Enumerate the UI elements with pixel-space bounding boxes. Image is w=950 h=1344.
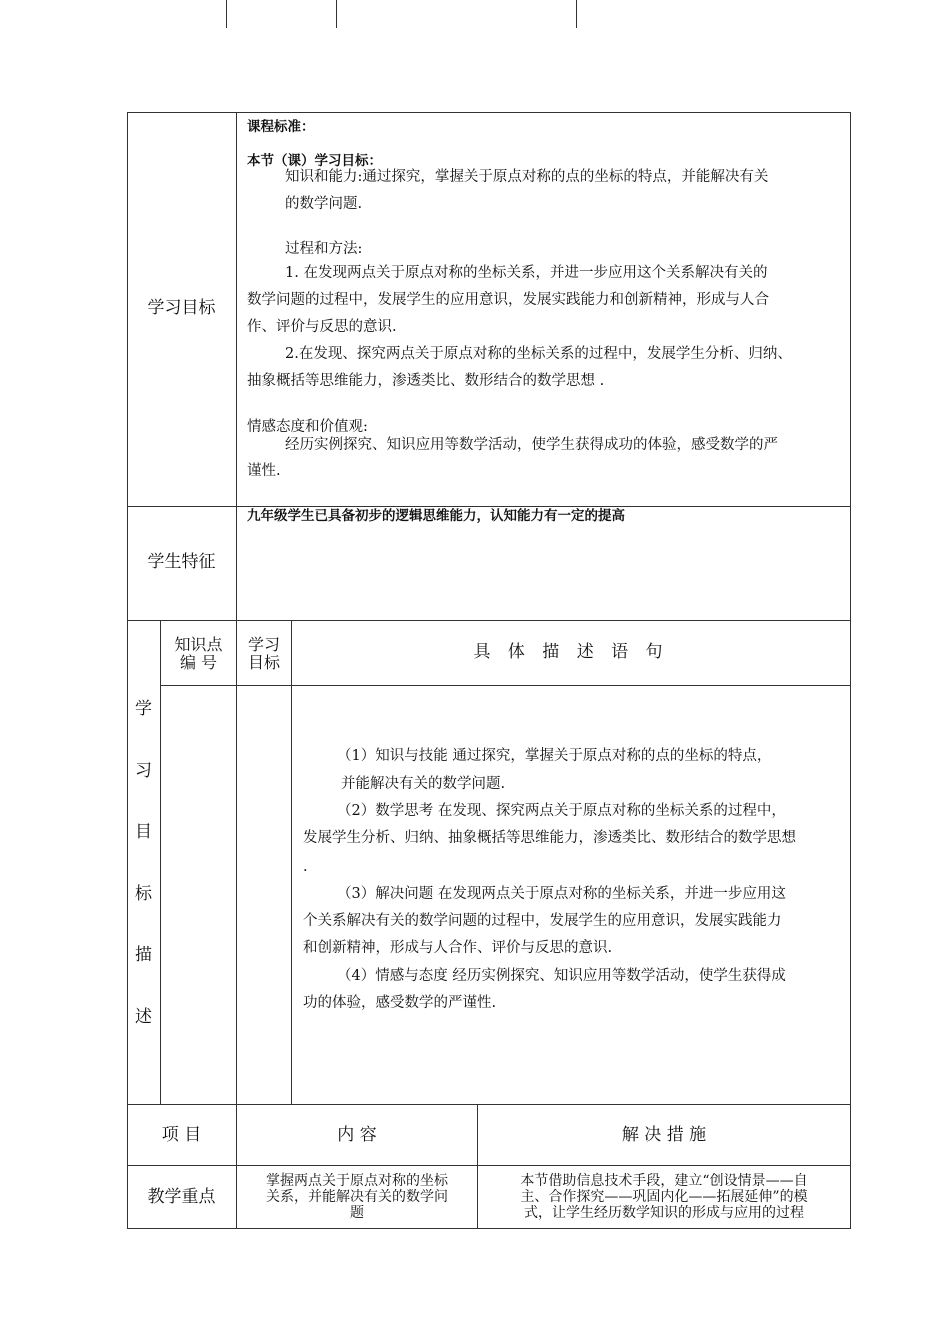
teaching-focus-content: 掌握两点关于原点对称的坐标: [266, 1173, 448, 1189]
description-item-3: 和创新精神，形成与人合作、评价与反思的意识.: [303, 940, 613, 956]
description-item-4: 功的体验，感受数学的严谨性.: [303, 995, 497, 1011]
description-item-2: （2）数学思考 在发现、探究两点关于原点对称的坐标关系的过程中，: [337, 803, 786, 819]
students-label: 学生特征: [147, 552, 216, 572]
vertical-title-char: 标: [135, 884, 152, 904]
col-goal-header: 学习: [247, 635, 280, 654]
col-divider-knowledge: [236, 620, 237, 1104]
vertical-title-char: 习: [135, 761, 152, 781]
col-measure-header: 解 决 措 施: [621, 1125, 707, 1145]
table-border-left: [127, 112, 128, 1229]
row-divider-desc-header: [160, 685, 851, 686]
emotion-text: 经历实例探究、知识应用等数学活动，使学生获得成功的体验，感受数学的严: [285, 437, 778, 453]
table-border-right: [850, 112, 851, 1229]
section-goal-title: 本节（课）学习目标：: [247, 153, 382, 169]
description-item-3: （3）解决问题 在发现两点关于原点对称的坐标关系，并进一步应用这: [337, 886, 786, 902]
teaching-focus-measure: 本节借助信息技术手段，建立“创设情景——自: [520, 1173, 808, 1189]
description-item-1: （1）知识与技能 通过探究，掌握关于原点对称的点的坐标的特点，: [337, 748, 772, 764]
description-item-2: 发展学生分析、归纳、抽象概括等思维能力，渗透类比、数形结合的数学思想: [303, 830, 796, 846]
col-divider-goal: [291, 620, 292, 1104]
description-item-2: .: [303, 859, 308, 875]
emotion-title: 情感态度和价值观:: [247, 419, 368, 435]
col-goal-header: 目标: [247, 653, 280, 672]
teaching-focus-measure: 式，让学生经历数学知识的形成与应用的过程: [524, 1205, 804, 1221]
vertical-title-char: 学: [135, 699, 152, 719]
description-item-3: 个关系解决有关的数学问题的过程中，发展学生的应用意识，发展实践能力: [303, 913, 782, 929]
teaching-focus-label: 教学重点: [147, 1187, 216, 1207]
vertical-title-char: 描: [135, 945, 152, 965]
top-divider-2: [336, 0, 337, 28]
emotion-text: 谨性.: [247, 463, 281, 479]
col-description-header: 具 体 描 述 语 句: [473, 642, 669, 662]
description-item-1: 并能解决有关的数学问题.: [341, 776, 506, 792]
objectives-label: 学习目标: [147, 298, 216, 318]
col-item-header: 项 目: [161, 1125, 202, 1145]
description-item-4: （4）情感与态度 经历实例探究、知识应用等数学活动，使学生获得成: [337, 968, 786, 984]
process-point-1: 数学问题的过程中，发展学生的应用意识，发展实践能力和创新精神，形成与人合: [247, 292, 769, 308]
knowledge-text: 的数学问题.: [285, 196, 363, 212]
process-point-2: 抽象概括等思维能力，渗透类比、数形结合的数学思想 .: [247, 373, 605, 389]
col-divider-vertical-title: [160, 620, 161, 1104]
col-knowledge-header: 知识点: [174, 635, 223, 654]
process-title: 过程和方法:: [285, 241, 363, 257]
col-knowledge-header: 编 号: [179, 653, 218, 672]
vertical-title-char: 述: [135, 1007, 152, 1027]
col-divider-label: [236, 112, 237, 620]
teaching-focus-content: 题: [350, 1205, 364, 1221]
teaching-focus-measure: 主、合作探究——巩固内化——拓展延伸”的模: [520, 1189, 808, 1205]
course-standard-title: 课程标准：: [247, 119, 315, 135]
top-divider-3: [576, 0, 577, 28]
process-point-1: 1. 在发现两点关于原点对称的坐标关系，并进一步应用这个关系解决有关的: [285, 265, 768, 281]
lesson-plan-table: [127, 112, 851, 1229]
knowledge-text: 知识和能力:通过探究，掌握关于原点对称的点的坐标的特点，并能解决有关: [285, 169, 769, 185]
process-point-1: 作、评价与反思的意识.: [247, 319, 397, 335]
top-divider-1: [226, 0, 227, 28]
vertical-title-char: 目: [135, 822, 152, 842]
process-point-2: 2.在发现、探究两点关于原点对称的坐标关系的过程中，发展学生分析、归纳、: [285, 346, 792, 362]
teaching-focus-content: 关系，并能解决有关的数学问: [266, 1189, 448, 1205]
students-text: 九年级学生已具备初步的逻辑思维能力，认知能力有一定的提高: [247, 508, 625, 524]
col-content-header: 内 容: [337, 1125, 377, 1145]
